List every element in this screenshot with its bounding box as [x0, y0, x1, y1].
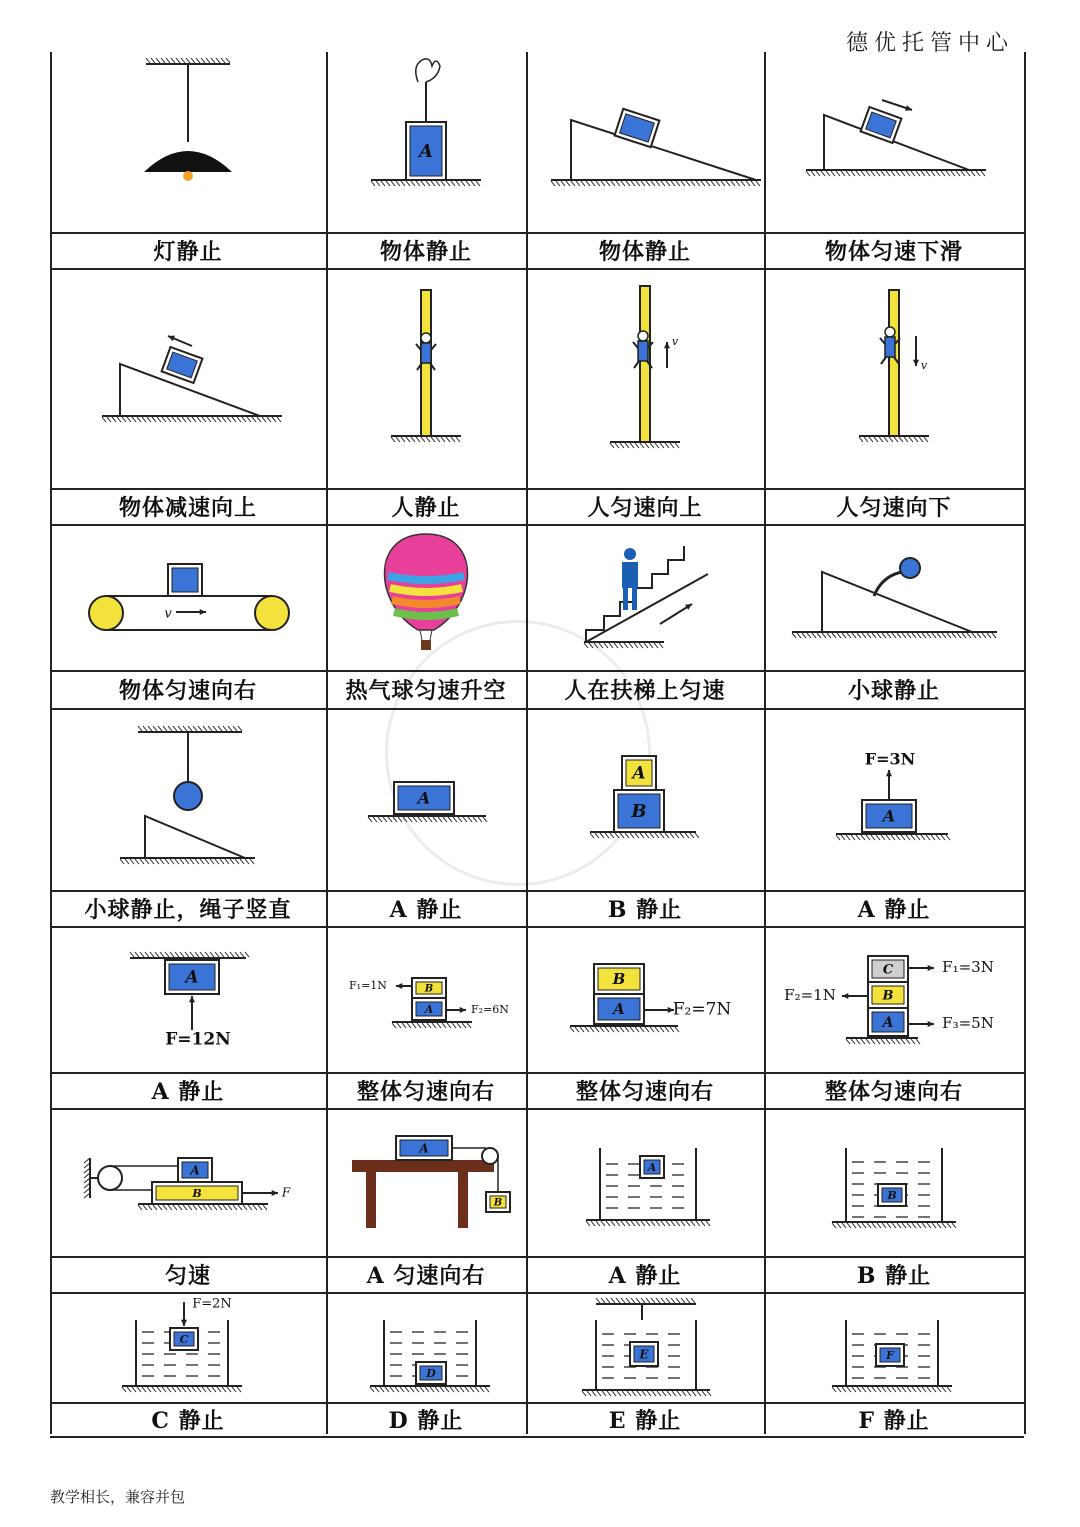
diagram-caption: D 静止	[388, 1407, 464, 1434]
velocity-label: v	[920, 359, 928, 372]
incline	[571, 120, 756, 180]
block-b	[878, 1184, 906, 1206]
block-label: A	[647, 1161, 657, 1174]
block-label: B	[424, 983, 434, 995]
diagram-caption: 人在扶梯上匀速	[564, 677, 726, 704]
force-arrow-f3	[908, 1021, 934, 1027]
diagram-caption: A 静止	[151, 1078, 225, 1105]
block-label: B	[887, 1189, 897, 1202]
diagram-illustration	[764, 708, 1024, 890]
diagram-caption: 物体静止	[379, 238, 472, 265]
diagram-caption: 灯静止	[153, 238, 223, 265]
grid-column-line	[1024, 52, 1026, 1434]
pulley	[482, 1148, 498, 1164]
diagram-cell-1	[50, 52, 326, 268]
diagram-illustration	[764, 524, 1024, 670]
diagram-illustration	[50, 708, 326, 890]
diagram-caption: B 静止	[607, 896, 683, 923]
velocity-arrow	[913, 336, 919, 366]
block-a	[396, 1136, 452, 1160]
ground-hatch	[582, 1390, 711, 1396]
block-a	[622, 756, 656, 790]
block-label: A	[632, 763, 646, 784]
block-a	[412, 998, 446, 1020]
force-label-f2: F₂=7N	[672, 999, 732, 1020]
block-a	[594, 994, 644, 1024]
diagram-cell-7	[526, 268, 764, 524]
block-label: A	[419, 141, 433, 162]
block-label: F	[886, 1349, 894, 1362]
diagram-illustration	[526, 1292, 764, 1402]
diagram-caption: 匀速	[164, 1262, 211, 1289]
diagram-illustration	[50, 268, 326, 488]
diagram-cell-3	[526, 52, 764, 268]
block-a	[640, 1156, 664, 1178]
ground-hatch	[584, 642, 664, 648]
block-a	[406, 122, 446, 180]
force-label: F=2N	[192, 1296, 232, 1312]
block-label: B	[631, 801, 647, 822]
diagram-caption: 小球静止，绳子竖直	[84, 896, 292, 923]
force-arrow	[242, 1190, 278, 1196]
block-label: A	[613, 1000, 625, 1018]
brand-header: 德优托管中心	[845, 31, 1014, 56]
person-icon	[622, 548, 638, 610]
block-label: B	[612, 970, 626, 988]
diagram-caption: 整体匀速向右	[356, 1078, 495, 1105]
diagram-cell-10	[326, 524, 526, 708]
diagram-cell-12	[764, 524, 1024, 708]
block-label: B	[192, 1187, 202, 1200]
block	[168, 564, 202, 596]
block-label: A	[424, 1003, 434, 1016]
ground-hatch	[586, 1220, 710, 1226]
block-b	[614, 790, 664, 832]
diagram-caption: 整体匀速向右	[824, 1078, 963, 1105]
diagram-illustration	[526, 708, 764, 890]
diagram-cell-6	[326, 268, 526, 524]
diagram-caption: B 静止	[856, 1262, 932, 1289]
velocity-arrow	[660, 604, 692, 624]
diagram-illustration	[50, 926, 326, 1072]
force-arrow-f2	[644, 1007, 674, 1013]
block-label: A	[419, 1141, 429, 1156]
diagram-cell-26	[326, 1292, 526, 1436]
diagram-illustration	[764, 926, 1024, 1072]
velocity-arrow	[882, 100, 912, 111]
diagram-illustration	[326, 1108, 526, 1256]
diagram-caption: A 静止	[389, 896, 463, 923]
escalator	[584, 546, 708, 648]
diagram-illustration	[526, 1108, 764, 1256]
hand-icon	[416, 59, 440, 82]
diagram-illustration	[764, 268, 1024, 488]
diagram-caption: 整体匀速向右	[575, 1078, 714, 1105]
diagram-cell-17	[50, 926, 326, 1108]
diagram-caption: A 静止	[857, 896, 931, 923]
diagram-cell-22	[326, 1108, 526, 1292]
diagram-illustration	[764, 52, 1024, 232]
diagram-cell-28	[764, 1292, 1024, 1436]
hot-air-balloon	[384, 534, 467, 650]
block-label: B	[882, 988, 894, 1004]
wall	[84, 1158, 90, 1198]
block-label: A	[882, 806, 896, 826]
block-label: C	[882, 962, 894, 978]
block-label: A	[882, 1015, 894, 1031]
ground-hatch	[846, 1038, 920, 1044]
diagram-cell-15	[526, 708, 764, 926]
block-b	[412, 978, 446, 998]
velocity-arrow	[176, 609, 206, 615]
diagram-illustration	[326, 1292, 526, 1402]
block-label: B	[493, 1197, 503, 1209]
diagram-cell-4	[764, 52, 1024, 268]
diagram-cell-14	[326, 708, 526, 926]
force-label-f2: F₂=1N	[784, 986, 836, 1004]
block-label: A	[185, 967, 199, 988]
diagram-cell-27	[526, 1292, 764, 1436]
diagram-cell-16	[764, 708, 1024, 926]
diagram-cell-20	[764, 926, 1024, 1108]
ground-hatch	[368, 816, 487, 822]
diagram-caption: F 静止	[858, 1407, 930, 1434]
diagram-cell-5	[50, 268, 326, 524]
diagram-caption: 物体匀速向右	[118, 677, 257, 704]
diagram-illustration	[326, 926, 526, 1072]
diagram-illustration	[764, 1292, 1024, 1402]
diagram-illustration	[50, 52, 326, 232]
force-label-f1: F₁=3N	[942, 958, 994, 976]
table	[352, 1160, 494, 1228]
block-b	[152, 1182, 242, 1204]
diagram-cell-2	[326, 52, 526, 268]
diagram-illustration	[326, 708, 526, 890]
block-label: E	[639, 1347, 649, 1362]
diagram-cell-19	[526, 926, 764, 1108]
ground-hatch	[570, 1026, 679, 1032]
diagram-cell-13	[50, 708, 326, 926]
ground-hatch	[836, 834, 950, 840]
diagram-caption: 人匀速向下	[836, 494, 952, 521]
diagram-caption: 人静止	[391, 494, 461, 521]
ball	[900, 558, 920, 578]
ground-hatch	[370, 1386, 490, 1392]
diagram-cell-18	[326, 926, 526, 1108]
force-label: F=12N	[165, 1029, 231, 1050]
block-label: D	[426, 1367, 436, 1380]
ground-hatch	[122, 1386, 242, 1392]
diagram-illustration	[50, 1292, 326, 1402]
diagram-illustration	[526, 52, 764, 232]
diagram-caption: A 匀速向右	[366, 1262, 486, 1289]
ceiling-hatch	[596, 1298, 696, 1304]
block-a	[394, 782, 454, 814]
diagram-cell-11	[526, 524, 764, 708]
force-label-f1: F₁=1N	[349, 979, 387, 992]
ceiling-hatch	[146, 58, 230, 64]
diagram-illustration	[326, 524, 526, 670]
force-label-f3: F₃=5N	[942, 1014, 994, 1032]
block-a	[862, 800, 916, 832]
block-a	[178, 1158, 212, 1182]
block-c	[170, 1328, 198, 1350]
ceiling-hatch	[130, 952, 249, 958]
force-arrow-f1	[396, 983, 412, 989]
block-c	[868, 956, 908, 982]
block-b	[486, 1192, 510, 1212]
diagram-illustration	[50, 1108, 326, 1256]
diagram-cell-23	[526, 1108, 764, 1292]
diagram-caption: C 静止	[151, 1407, 225, 1434]
velocity-arrow	[168, 336, 192, 346]
diagram-cell-9	[50, 524, 326, 708]
block-f	[876, 1344, 904, 1366]
grid-row-line	[50, 1436, 1024, 1438]
pulley	[98, 1166, 122, 1190]
ceiling-hatch	[138, 726, 242, 732]
velocity-arrow	[664, 342, 670, 368]
diagram-cell-8	[764, 268, 1024, 524]
block-label: C	[179, 1333, 189, 1346]
diagram-caption: 物体匀速下滑	[824, 238, 963, 265]
lamp-bulb	[183, 171, 193, 181]
force-label: F=3N	[864, 749, 916, 769]
incline	[145, 816, 245, 858]
force-label: F	[281, 1185, 291, 1200]
footer-slogan: 教学相长，兼容并包	[50, 1488, 186, 1506]
diagram-illustration	[50, 524, 326, 670]
diagram-illustration	[326, 268, 526, 488]
ground-hatch	[832, 1222, 956, 1228]
rod	[874, 572, 902, 596]
diagram-caption: E 静止	[608, 1407, 682, 1434]
diagram-illustration	[326, 52, 526, 232]
block-b	[868, 982, 908, 1008]
block-a	[868, 1008, 908, 1036]
block	[162, 347, 203, 383]
diagram-caption: 物体静止	[598, 238, 691, 265]
block-e	[630, 1342, 658, 1366]
ground-hatch	[392, 1022, 472, 1028]
force-arrow-f2	[446, 1007, 466, 1013]
diagram-caption: A 静止	[608, 1262, 682, 1289]
diagram-illustration	[526, 926, 764, 1072]
ground-hatch	[832, 1386, 952, 1392]
diagram-illustration	[526, 268, 764, 488]
block-a	[165, 960, 219, 994]
block-d	[416, 1362, 446, 1384]
diagram-caption: 物体减速向上	[118, 494, 257, 521]
lamp-shade	[144, 151, 232, 172]
block-label: A	[417, 788, 431, 808]
incline	[822, 572, 972, 632]
diagram-cell-25	[50, 1292, 326, 1436]
force-label-f2: F₂=6N	[471, 1003, 509, 1016]
block-label: A	[190, 1163, 200, 1178]
force-arrow-f2	[842, 993, 868, 999]
diagram-cell-24	[764, 1108, 1024, 1292]
diagram-caption: 热气球匀速升空	[345, 677, 507, 704]
force-arrow	[886, 770, 892, 800]
diagram-caption: 小球静止	[847, 677, 940, 704]
diagram-illustration	[526, 524, 764, 670]
diagram-caption: 人匀速向上	[587, 494, 703, 521]
ball	[174, 782, 202, 810]
velocity-label: v	[164, 606, 172, 622]
force-arrow	[189, 996, 195, 1030]
velocity-label: v	[671, 335, 679, 348]
force-arrow-f1	[908, 965, 934, 971]
diagram-illustration	[764, 1108, 1024, 1256]
diagram-cell-21	[50, 1108, 326, 1292]
block-b	[594, 964, 644, 994]
